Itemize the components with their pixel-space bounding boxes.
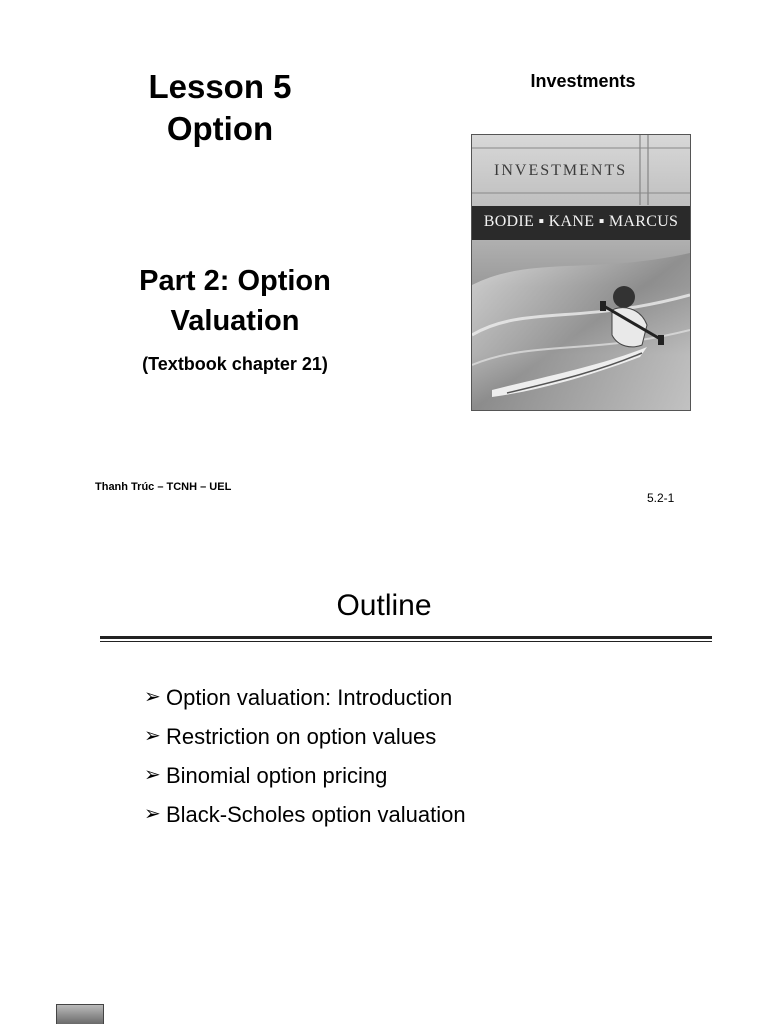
- outline-item: [144, 678, 466, 717]
- outline-item-text: Option valuation: Introduction: [166, 685, 453, 710]
- footer-author: Thanh Trúc – TCNH – UEL: [95, 481, 232, 493]
- outline-title: Outline: [336, 589, 432, 622]
- outline-item-text: Restriction on option values: [166, 724, 437, 749]
- outline-item: [144, 795, 466, 834]
- arrow-bullet-icon: ➢: [144, 686, 161, 708]
- book-label: Investments: [530, 71, 636, 91]
- part-title-line-1: Part 2: Option: [139, 265, 331, 297]
- textbook-note: (Textbook chapter 21): [142, 354, 328, 374]
- book-cover-image: [471, 134, 691, 411]
- outline-divider-thin: [100, 641, 712, 642]
- arrow-bullet-icon: ➢: [144, 725, 161, 747]
- cover-authors: BODIE ▪ KANE ▪ MARCUS: [483, 213, 679, 230]
- arrow-bullet-icon: ➢: [144, 764, 161, 786]
- lesson-title-line-1: Lesson 5: [148, 68, 292, 105]
- outline-divider: [100, 636, 712, 639]
- outline-item-text: Binomial option pricing: [166, 763, 388, 788]
- arrow-bullet-icon: ➢: [144, 803, 161, 825]
- outline-list: [144, 678, 466, 834]
- outline-item-text: Black-Scholes option valuation: [166, 802, 466, 827]
- outline-item: [144, 717, 466, 756]
- cover-title: INVESTMENTS: [494, 162, 628, 179]
- outline-slide: [0, 544, 768, 1024]
- lesson-title: [90, 66, 350, 150]
- part-title-line-2: Valuation: [170, 305, 300, 337]
- part-title: [90, 261, 380, 341]
- slide-number: 5.2-1: [647, 491, 675, 505]
- lesson-title-line-2: Option: [166, 110, 274, 147]
- outline-item: [144, 756, 466, 795]
- book-thumbnail-logo: [56, 1004, 104, 1024]
